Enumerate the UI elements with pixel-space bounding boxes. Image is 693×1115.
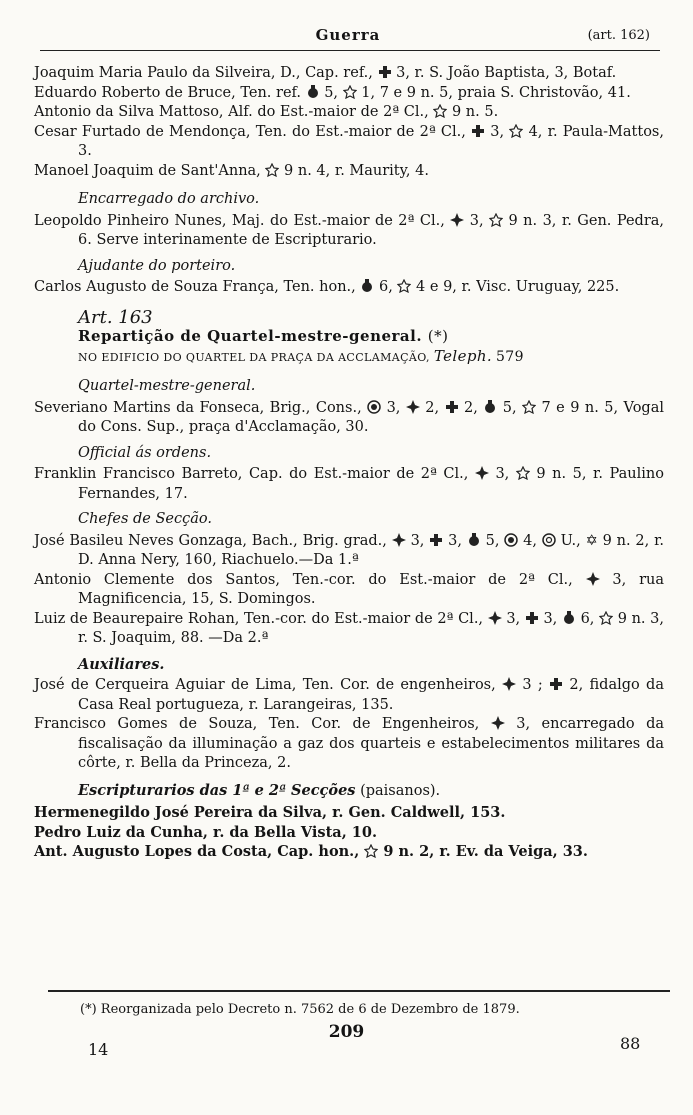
list-item: José de Cerqueira Aguiar de Lima, Ten. Cor. de engenheiros, 3 ; 2, fidalgo da Casa Real portugueza, r. Larangeiras, 135. (34, 677, 664, 713)
rose-icon (502, 677, 516, 691)
footnote-rule (48, 990, 670, 992)
page-number: 209 (328, 1022, 365, 1042)
cross-icon (471, 124, 485, 138)
running-title: Guerra (315, 26, 381, 44)
rose-icon (586, 572, 600, 586)
list-item: Cesar Furtado de Mendonça, Ten. do Est.-maior de 2ª Cl., 3, 4, r. Paula-Mattos, 3. (34, 123, 664, 159)
section-heading: Escripturarios das 1ª e 2ª Secções (paisanos). (78, 781, 441, 799)
list-item: Carlos Augusto de Souza França, Ten. hon., 6, 4 e 9, r. Visc. Uruguay, 225. (34, 279, 620, 295)
section-heading: Encarregado do archivo. (78, 191, 260, 207)
medal-icon (467, 533, 481, 547)
cross-icon (445, 400, 459, 414)
star-icon (522, 400, 536, 414)
location-line: NO EDIFICIO DO QUARTEL DA PRAÇA DA ACCLAMAÇÃO, Teleph. 579 (78, 346, 524, 365)
page-header (40, 26, 656, 48)
list-item: Antonio Clemente dos Santos, Ten.-cor. do Est.-maior de 2ª Cl., 3, rua Magnificencia, 15, S. Domingos. (34, 571, 665, 607)
medal-icon (360, 279, 374, 293)
list-item: Pedro Luiz da Cunha, r. da Bella Vista, 10. (34, 823, 378, 841)
list-item: Leopoldo Pinheiro Nunes, Maj. do Est.-maior de 2ª Cl., 3, 9 n. 3, r. Gen. Pedra, 6. Serve interinamente de Escripturario. (34, 212, 665, 248)
list-item: José Basileu Neves Gonzaga, Bach., Brig. grad., 3, 3, 5, 4, U., ✡ 9 n. 2, r. D. Anna Nery, 160, Riachuelo.—Da 1.ª (34, 532, 665, 568)
footnote: (*) Reorganizada pelo Decreto n. 7562 de 6 de Dezembro de 1879. (80, 1002, 520, 1017)
cross-icon (378, 65, 392, 79)
cross-icon (549, 677, 563, 691)
star-icon (343, 85, 357, 99)
circle-icon (542, 533, 556, 547)
star-icon (509, 124, 523, 138)
rose-icon (488, 611, 502, 625)
rose-icon (392, 533, 406, 547)
list-item: Franklin Francisco Barreto, Cap. do Est.-maior de 2ª Cl., 3, 9 n. 5, r. Paulino Fernandes, 17. (34, 466, 664, 502)
signature-number-left: 14 (88, 1040, 109, 1059)
medal-icon (306, 85, 320, 99)
list-item: Severiano Martins da Fonseca, Brig., Cons., 3, 2, 2, 5, 7 e 9 n. 5, Vogal do Cons. Sup., praça d'Acclamação, 30. (34, 399, 664, 435)
star-icon (364, 844, 378, 858)
star-icon (265, 163, 279, 177)
signature-number-right: 88 (620, 1034, 641, 1053)
article-number: Art. 163 (78, 306, 153, 328)
medal-icon (483, 400, 497, 414)
list-item: Manoel Joaquim de Sant'Anna, 9 n. 4, r. Maurity, 4. (34, 162, 429, 179)
list-item: Eduardo Roberto de Bruce, Ten. ref. 5, 1, 7 e 9 n. 5, praia S. Christovão, 41. (34, 84, 631, 101)
rose-icon (450, 213, 464, 227)
rose-icon (475, 466, 489, 480)
star-icon (397, 279, 411, 293)
star-icon (516, 466, 530, 480)
cross-icon (525, 611, 539, 625)
page-content (34, 64, 664, 862)
section-heading: Ajudante do porteiro. (78, 257, 236, 274)
section-heading: Auxiliares. (78, 655, 165, 673)
list-item: Antonio da Silva Mattoso, Alf. do Est.-maior de 2ª Cl., 9 n. 5. (34, 104, 499, 120)
list-item: Hermenegildo José Pereira da Silva, r. Gen. Caldwell, 153. (34, 804, 506, 821)
section-heading: Official ás ordens. (78, 444, 212, 461)
section-title: Repartição de Quartel-mestre-general. (*) (78, 327, 449, 345)
star-icon (489, 213, 503, 227)
cross-icon (429, 533, 443, 547)
section-heading: Chefes de Secção. (78, 511, 212, 527)
list-item: Joaquim Maria Paulo da Silveira, D., Cap. ref., 3, r. S. João Baptista, 3, Botaf. (34, 65, 617, 81)
header-rule (40, 50, 660, 51)
rose-icon (491, 716, 505, 730)
list-item: Ant. Augusto Lopes da Costa, Cap. hon., 9 n. 2, r. Ev. da Veiga, 33. (34, 843, 588, 860)
star-icon (433, 104, 447, 118)
article-reference: (art. 162) (587, 28, 650, 43)
section-heading: Quartel-mestre-general. (78, 378, 256, 394)
list-item: Francisco Gomes de Souza, Ten. Cor. de Engenheiros, 3, encarregado da fiscalisação da illuminação a gaz dos quarteis e estabelecimentos militares da côrte, r. Bella da Princeza, 2. (34, 716, 664, 771)
rosette-icon (504, 533, 518, 547)
medal-icon (562, 611, 576, 625)
list-item: Luiz de Beaurepaire Rohan, Ten.-cor. do Est.-maior de 2ª Cl., 3, 3, 6, 9 n. 3, r. S. Joaquim, 88. —Da 2.ª (34, 610, 664, 646)
rose-icon (406, 400, 420, 414)
star-icon (599, 611, 613, 625)
rosette-icon (367, 400, 381, 414)
